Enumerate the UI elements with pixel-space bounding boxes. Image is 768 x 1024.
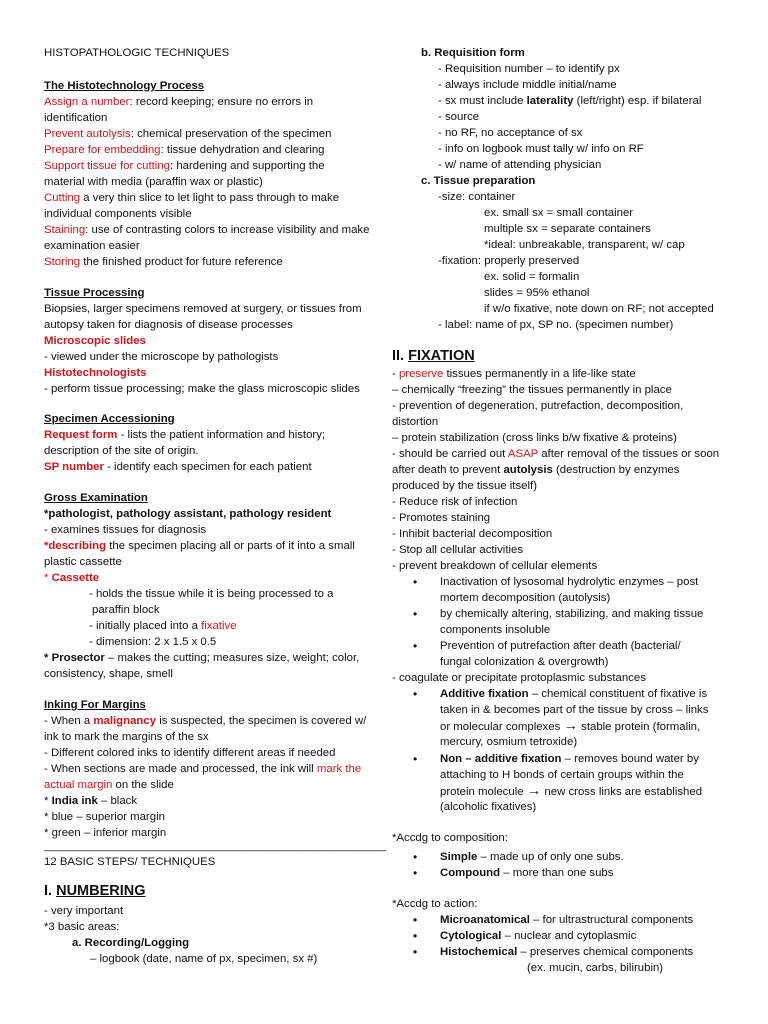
text-line <box>44 175 263 191</box>
text-line <box>44 366 147 382</box>
text-segment: - coagulate or precipitate protoplasmic substances <box>392 672 646 684</box>
text-line <box>44 698 146 714</box>
text-segment: NUMBERING <box>56 883 146 899</box>
text-line <box>392 831 508 847</box>
text-line <box>413 752 699 768</box>
text-line <box>44 855 215 871</box>
text-segment: – for ultrastructural components <box>529 914 694 926</box>
text-line <box>44 667 173 683</box>
text-segment: a. Recording/Logging <box>72 937 190 949</box>
text-segment: - prevention of degeneration, putrefaction, decomposition, <box>392 400 684 412</box>
text-segment: *describing <box>44 540 107 552</box>
text-segment: mercury, osmium tetroxide) <box>440 736 578 748</box>
text-line <box>421 174 535 190</box>
text-line <box>440 591 610 607</box>
text-line <box>44 778 174 794</box>
text-line <box>44 794 137 810</box>
text-segment: paraffin block <box>92 604 160 616</box>
text-segment: → <box>526 783 542 799</box>
text-segment: Compound <box>440 867 501 879</box>
text-line <box>392 415 438 431</box>
text-line <box>44 239 140 255</box>
text-segment: tissues permanently in a life-like state <box>443 368 636 380</box>
text-segment: FIXATION <box>408 348 475 364</box>
text-line <box>44 302 362 318</box>
text-line <box>44 428 325 444</box>
text-segment: : chemical preservation of the specimen <box>130 128 332 140</box>
text-line <box>392 543 523 559</box>
text-segment: – removes bound water by <box>561 753 699 765</box>
text-segment: * green – inferior margin <box>44 827 167 839</box>
text-line <box>44 382 360 398</box>
text-segment: Histotechnologists <box>44 367 147 379</box>
text-segment: Biopsies, larger specimens removed at surgery, or tissues from <box>44 303 362 315</box>
text-segment: : use of contrasting colors to increase visibility and make <box>85 224 370 236</box>
text-line <box>413 607 704 623</box>
text-segment: → <box>563 718 578 734</box>
text-line <box>438 126 582 142</box>
text-line <box>484 302 714 318</box>
text-segment: Assign a number <box>44 96 130 108</box>
text-line <box>44 571 99 587</box>
text-segment: Storing <box>44 256 81 268</box>
text-segment: Gross Examination <box>44 492 148 504</box>
text-segment: ink to mark the margins of the sx <box>44 731 209 743</box>
text-segment: India ink <box>51 795 98 807</box>
text-line <box>527 961 663 977</box>
text-segment: *Accdg to action: <box>392 898 478 910</box>
bullet-icon: • <box>413 945 418 959</box>
text-line <box>392 511 490 527</box>
text-segment: stable protein (formalin, <box>577 721 701 733</box>
text-line <box>413 866 614 882</box>
text-line <box>44 762 361 778</box>
text-line <box>89 587 333 603</box>
text-line <box>438 94 701 110</box>
text-line <box>413 945 694 961</box>
bullet-icon: • <box>413 575 418 589</box>
text-line <box>438 254 579 270</box>
text-segment: components insoluble <box>440 624 551 636</box>
text-line <box>44 318 293 334</box>
text-segment: autolysis <box>503 464 553 476</box>
text-line <box>413 850 624 866</box>
text-segment: - prevent breakdown of cellular elements <box>392 560 598 572</box>
text-line <box>440 800 536 816</box>
text-line <box>413 687 708 703</box>
text-segment: - When sections are made and processed, the ink will <box>44 763 317 775</box>
text-segment: – makes the cutting; measures size, weight; color, <box>104 652 360 664</box>
bullet-icon: • <box>413 607 418 621</box>
text-segment: - identify each specimen for each patient <box>103 461 312 473</box>
text-segment: Prevention of putrefaction after death (bacterial/ <box>440 640 681 652</box>
text-segment: The Histotechnology Process <box>44 80 205 92</box>
text-segment: *3 basic areas: <box>44 921 120 933</box>
text-segment: Staining <box>44 224 86 236</box>
text-segment: Cytological <box>440 930 502 942</box>
text-segment: - holds the tissue while it is being processed to a <box>89 588 334 600</box>
text-segment: ex. solid = formalin <box>484 271 580 283</box>
text-line <box>89 619 237 635</box>
text-segment: - <box>392 368 399 380</box>
text-segment: -fixation: properly preserved <box>438 255 580 267</box>
text-segment: fungal colonization & overgrowth) <box>440 656 609 668</box>
text-segment: after death to prevent <box>392 464 504 476</box>
text-segment: – preserves chemical components <box>517 946 694 958</box>
text-line <box>44 839 386 855</box>
text-segment: - should be carried out <box>392 448 508 460</box>
text-segment: plastic cassette <box>44 556 122 568</box>
text-segment: - Requisition number – to identify px <box>438 63 620 75</box>
text-segment: - Different colored inks to identify different areas if needed <box>44 747 336 759</box>
text-segment: – protein stabilization (cross links b/w fixative & proteins) <box>392 432 677 444</box>
text-line <box>44 523 206 539</box>
text-segment: – made up of only one subs. <box>477 851 624 863</box>
text-segment: * <box>44 572 52 584</box>
text-line <box>44 286 144 302</box>
text-segment: individual components visible <box>44 208 192 220</box>
text-line <box>44 460 312 476</box>
text-segment: distortion <box>392 416 439 428</box>
bullet-icon: • <box>413 866 418 880</box>
text-line <box>484 222 651 238</box>
text-segment: Inking For Margins <box>44 699 146 711</box>
text-segment: - When a <box>44 715 94 727</box>
text-line <box>392 463 679 479</box>
text-segment: examination easier <box>44 240 140 252</box>
text-segment: – nuclear and cytoplasmic <box>501 930 637 942</box>
text-line <box>440 623 550 639</box>
text-segment: Support tissue for cutting <box>44 160 170 172</box>
text-segment: after removal of the tissues or soon <box>538 448 720 460</box>
text-segment: b. Requisition form <box>421 47 525 59</box>
text-segment: - Reduce risk of infection <box>392 496 518 508</box>
text-segment: ASAP <box>507 448 539 460</box>
text-segment: attaching to H bonds of certain groups within the <box>440 769 684 781</box>
text-segment: preserve <box>398 368 444 380</box>
text-segment: autopsy taken for diagnosis of disease processes <box>44 319 293 331</box>
text-segment: : hardening and supporting the <box>170 160 325 172</box>
text-line <box>438 142 644 158</box>
text-segment: Cassette <box>51 572 100 584</box>
text-segment: * Prosector <box>44 652 105 664</box>
text-line <box>440 655 608 671</box>
text-line <box>44 127 331 143</box>
text-segment: : record keeping; ensure no errors in <box>129 96 314 108</box>
text-segment: laterality <box>526 95 574 107</box>
text-segment: material with media (paraffin wax or plastic) <box>44 176 263 188</box>
text-segment: – chemically “freezing” the tissues permanently in place <box>392 384 672 396</box>
text-segment: - source <box>438 111 480 123</box>
text-segment: - viewed under the microscope by pathologists <box>44 351 279 363</box>
text-segment: consistency, shape, smell <box>44 668 173 680</box>
text-segment: – chemical constituent of fixative is <box>528 688 708 700</box>
bullet-icon: • <box>413 913 418 927</box>
text-line <box>44 334 146 350</box>
text-line <box>44 507 331 523</box>
text-segment: - always include middle initial/name <box>438 79 617 91</box>
text-line <box>92 603 160 619</box>
text-segment: new cross links are established <box>541 786 703 798</box>
text-line <box>44 746 335 762</box>
text-line <box>484 206 633 222</box>
text-segment: – logbook (date, name of px, specimen, sx #) <box>90 953 318 965</box>
text-line <box>421 46 525 62</box>
text-line <box>44 884 146 901</box>
text-segment: HISTOPATHOLOGIC TECHNIQUES <box>44 47 230 59</box>
text-line <box>438 190 515 206</box>
text-segment: - sx must include <box>438 95 527 107</box>
text-line <box>392 495 517 511</box>
text-line <box>44 539 355 555</box>
text-line <box>413 913 694 929</box>
text-line <box>44 46 229 62</box>
text-segment: *Accdg to composition: <box>392 832 508 844</box>
text-segment: description of the site of origin. <box>44 445 199 457</box>
text-line <box>413 639 681 655</box>
text-line <box>44 111 107 127</box>
text-segment: (ex. mucin, carbs, bilirubin) <box>527 962 664 974</box>
text-segment: if w/o fixative, note down on RF; not accepted <box>484 303 714 315</box>
text-segment: - examines tissues for diagnosis <box>44 524 207 536</box>
text-line <box>440 735 577 751</box>
text-segment: or molecular complexes <box>440 721 564 733</box>
text-segment: - very important <box>44 905 124 917</box>
text-segment: Microscopic slides <box>44 335 146 347</box>
text-line <box>484 270 579 286</box>
text-segment: – more than one subs <box>500 867 614 879</box>
text-segment: - w/ name of attending physician <box>438 159 602 171</box>
text-segment: *pathologist, pathology assistant, pathology resident <box>44 508 332 520</box>
text-line <box>44 95 313 111</box>
text-segment: the finished product for future reference <box>80 256 283 268</box>
text-segment: - perform tissue processing; make the glass microscopic slides <box>44 383 360 395</box>
text-line <box>440 703 708 719</box>
text-segment: Prepare for embedding <box>44 144 161 156</box>
text-line <box>440 768 684 784</box>
text-line <box>440 784 702 801</box>
text-segment: - label: name of px, SP no. (specimen number) <box>438 319 674 331</box>
text-segment: - lists the patient information and history; <box>117 429 326 441</box>
text-line <box>89 635 216 651</box>
text-line <box>392 383 672 399</box>
text-segment: - initially placed into a <box>89 620 202 632</box>
text-line <box>44 555 122 571</box>
text-segment: slides = 95% ethanol <box>484 287 590 299</box>
text-segment: Cutting <box>44 192 81 204</box>
text-line <box>44 223 369 239</box>
bullet-icon: • <box>413 687 418 701</box>
text-line <box>44 159 325 175</box>
text-line <box>44 143 325 159</box>
text-segment: - Stop all cellular activities <box>392 544 524 556</box>
text-segment: actual margin <box>44 779 113 791</box>
text-segment: - no RF, no acceptance of sx <box>438 127 583 139</box>
text-segment: taken in & becomes part of the tissue by cross – links <box>440 704 709 716</box>
text-line <box>484 286 589 302</box>
text-segment: mark the <box>316 763 362 775</box>
text-segment: Tissue Processing <box>44 287 145 299</box>
text-segment: * blue – superior margin <box>44 811 165 823</box>
text-segment: Request form <box>44 429 118 441</box>
text-segment: by chemically altering, stabilizing, and making tissue <box>440 608 704 620</box>
text-segment: (alcoholic fixatives) <box>440 801 537 813</box>
text-line <box>44 651 359 667</box>
bullet-icon: • <box>413 752 418 766</box>
text-segment: ______________________________________________________ <box>44 840 387 852</box>
text-segment: a very thin slice to let light to pass through to make <box>80 192 340 204</box>
text-segment: produced by the tissue itself) <box>392 480 537 492</box>
text-segment: * <box>44 795 52 807</box>
text-segment: c. Tissue preparation <box>421 175 536 187</box>
text-line <box>90 952 317 968</box>
text-line <box>392 431 677 447</box>
text-segment: Microanatomical <box>440 914 530 926</box>
text-line <box>392 447 719 463</box>
text-line <box>44 255 283 271</box>
text-segment: malignancy <box>93 715 157 727</box>
bullet-icon: • <box>413 850 418 864</box>
text-segment: - Inhibit bacterial decomposition <box>392 528 553 540</box>
text-segment: -size: container <box>438 191 516 203</box>
text-segment: - dimension: 2 x 1.5 x 0.5 <box>89 636 217 648</box>
text-segment: : tissue dehydration and clearing <box>160 144 325 156</box>
text-line <box>440 719 700 736</box>
text-segment: Simple <box>440 851 478 863</box>
text-line <box>392 399 683 415</box>
text-segment: Prevent autolysis <box>44 128 131 140</box>
text-line <box>392 349 475 366</box>
text-segment: (destruction by enzymes <box>552 464 680 476</box>
text-segment: multiple sx = separate containers <box>484 223 651 235</box>
text-line <box>392 897 477 913</box>
text-line <box>392 479 537 495</box>
text-line <box>44 444 199 460</box>
text-segment: I. <box>44 883 57 899</box>
text-segment: SP number <box>44 461 104 473</box>
text-segment: identification <box>44 112 108 124</box>
text-line <box>44 350 278 366</box>
text-line <box>392 527 552 543</box>
text-segment: on the slide <box>112 779 174 791</box>
text-segment: protein molecule <box>440 786 527 798</box>
text-line <box>484 238 685 254</box>
text-line <box>44 79 204 95</box>
text-line <box>44 207 192 223</box>
text-line <box>413 929 637 945</box>
text-segment: (left/right) esp. if bilateral <box>573 95 702 107</box>
text-segment: Histochemical <box>440 946 518 958</box>
text-line <box>438 62 620 78</box>
text-line <box>44 714 366 730</box>
text-line <box>438 78 617 94</box>
text-segment: the specimen placing all or parts of it into a small <box>106 540 355 552</box>
text-line <box>44 904 123 920</box>
text-line <box>413 575 699 591</box>
text-line <box>44 810 165 826</box>
text-line <box>392 671 646 687</box>
text-segment: – black <box>97 795 138 807</box>
text-segment: is suspected, the specimen is covered w/ <box>156 715 367 727</box>
text-line <box>44 412 175 428</box>
text-line <box>44 191 339 207</box>
text-segment: fixative <box>201 620 237 632</box>
text-segment: II. <box>392 348 409 364</box>
text-line <box>44 491 148 507</box>
bullet-icon: • <box>413 639 418 653</box>
text-segment: 12 BASIC STEPS/ TECHNIQUES <box>44 856 216 868</box>
text-line <box>438 318 673 334</box>
text-line <box>72 936 189 952</box>
text-segment: Inactivation of lysosomal hydrolytic enzymes – post <box>440 576 699 588</box>
text-segment: - Promotes staining <box>392 512 491 524</box>
text-segment: - info on logbook must tally w/ info on RF <box>438 143 644 155</box>
text-segment: mortem decomposition (autolysis) <box>440 592 611 604</box>
text-line <box>392 367 636 383</box>
text-line <box>44 920 119 936</box>
text-line <box>438 158 601 174</box>
text-segment: *ideal: unbreakable, transparent, w/ cap <box>484 239 685 251</box>
text-segment: Non – additive fixation <box>440 753 562 765</box>
text-line <box>44 730 209 746</box>
text-line <box>438 110 479 126</box>
text-segment: Specimen Accessioning <box>44 413 175 425</box>
bullet-icon: • <box>413 929 418 943</box>
text-line <box>392 559 597 575</box>
text-segment: Additive fixation <box>440 688 529 700</box>
text-segment: ex. small sx = small container <box>484 207 634 219</box>
